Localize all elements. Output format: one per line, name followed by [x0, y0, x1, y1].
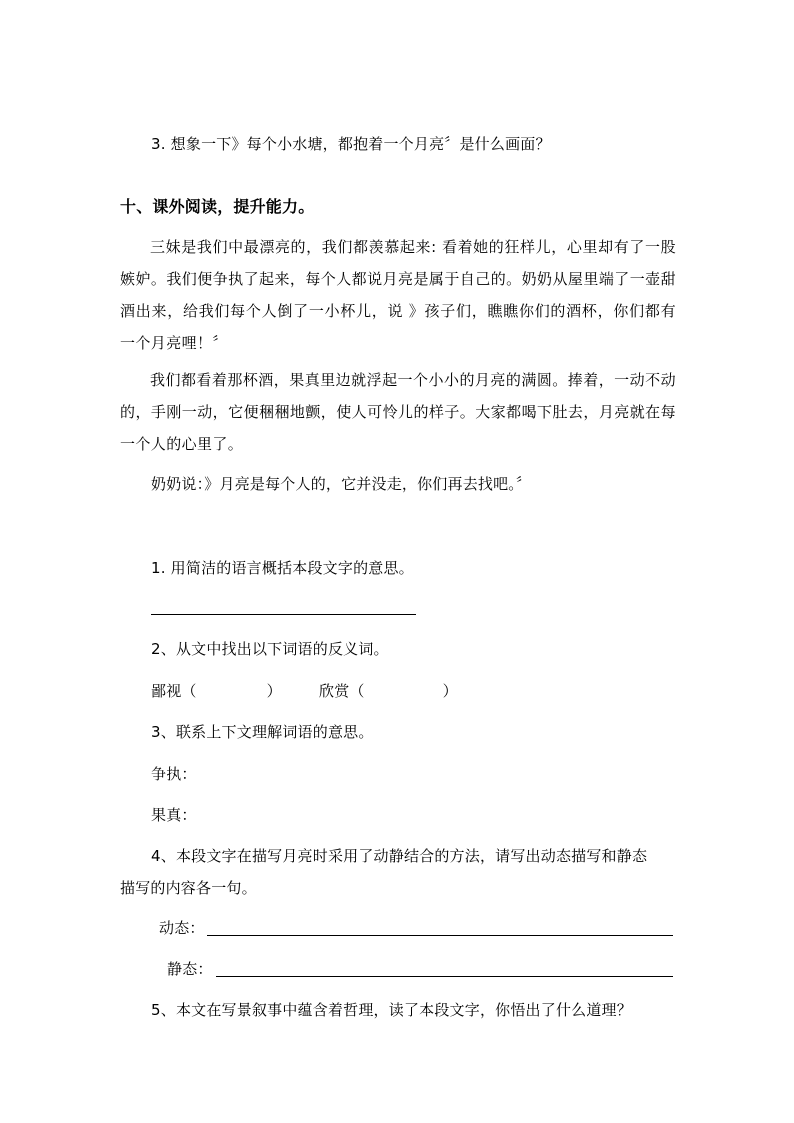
answer-line-dynamic[interactable]	[207, 935, 673, 936]
question-3: 3、联系上下文理解词语的意思。	[151, 723, 374, 741]
term-guozhen: 果真：	[151, 806, 197, 824]
previous-question-3: 3. 想象一下》每个小水塘，都抱着一个月亮〞是什么画面？	[151, 135, 551, 153]
section-title: 十、课外阅读，提升能力。	[120, 197, 315, 216]
answer-line-static[interactable]	[216, 976, 673, 977]
dynamic-label: 动态：	[159, 919, 205, 937]
antonym-item-2: 欣赏（ ）	[319, 682, 458, 700]
question-2: 2、从文中找出以下词语的反义词。	[151, 640, 389, 658]
question-4-line-2: 描写的内容各一句。	[120, 879, 257, 897]
antonym-item-1: 鄙视（ ）	[151, 682, 282, 700]
term-zhengzhi: 争执：	[151, 765, 197, 783]
static-label: 静态：	[167, 960, 213, 978]
question-5: 5、本文在写景叙事中蕴含着哲理，读了本段文字，你悟出了什么道理？	[151, 1001, 632, 1019]
passage-paragraph-1: 三妹是我们中最漂亮的，我们都羡慕起来: 看着她的狂样儿，心里却有了一股嫉妒。我们便争执了起来，每个人都说月亮是属于自己的。奶奶从屋里端了一壶甜酒出来，给我们每个人倒了一小杯儿，说 》孩子们，瞧瞧你们的酒杯，你们都有一个月亮哩！〞	[120, 238, 676, 352]
antonym-word-2: 欣赏（	[319, 682, 365, 700]
passage-paragraph-3: 奶奶说：》月亮是每个人的，它并没走，你们再去找吧。〞	[151, 475, 532, 493]
antonym-word-1: 鄙视（	[151, 682, 197, 700]
passage-paragraph-2: 我们都看着那杯酒，果真里边就浮起一个小小的月亮的满圆。捧着，一动不动的，手刚一动，它便稇稇地颤，使人可怜儿的样子。大家都喝下肚去，月亮就在每一个人的心里了。	[120, 371, 676, 453]
question-1: 1. 用简洁的语言概括本段文字的意思。	[151, 559, 414, 577]
question-4-line-1: 4、本段文字在描写月亮时采用了动静结合的方法，请写出动态描写和静态	[151, 847, 648, 865]
answer-line-q1[interactable]	[151, 614, 416, 615]
